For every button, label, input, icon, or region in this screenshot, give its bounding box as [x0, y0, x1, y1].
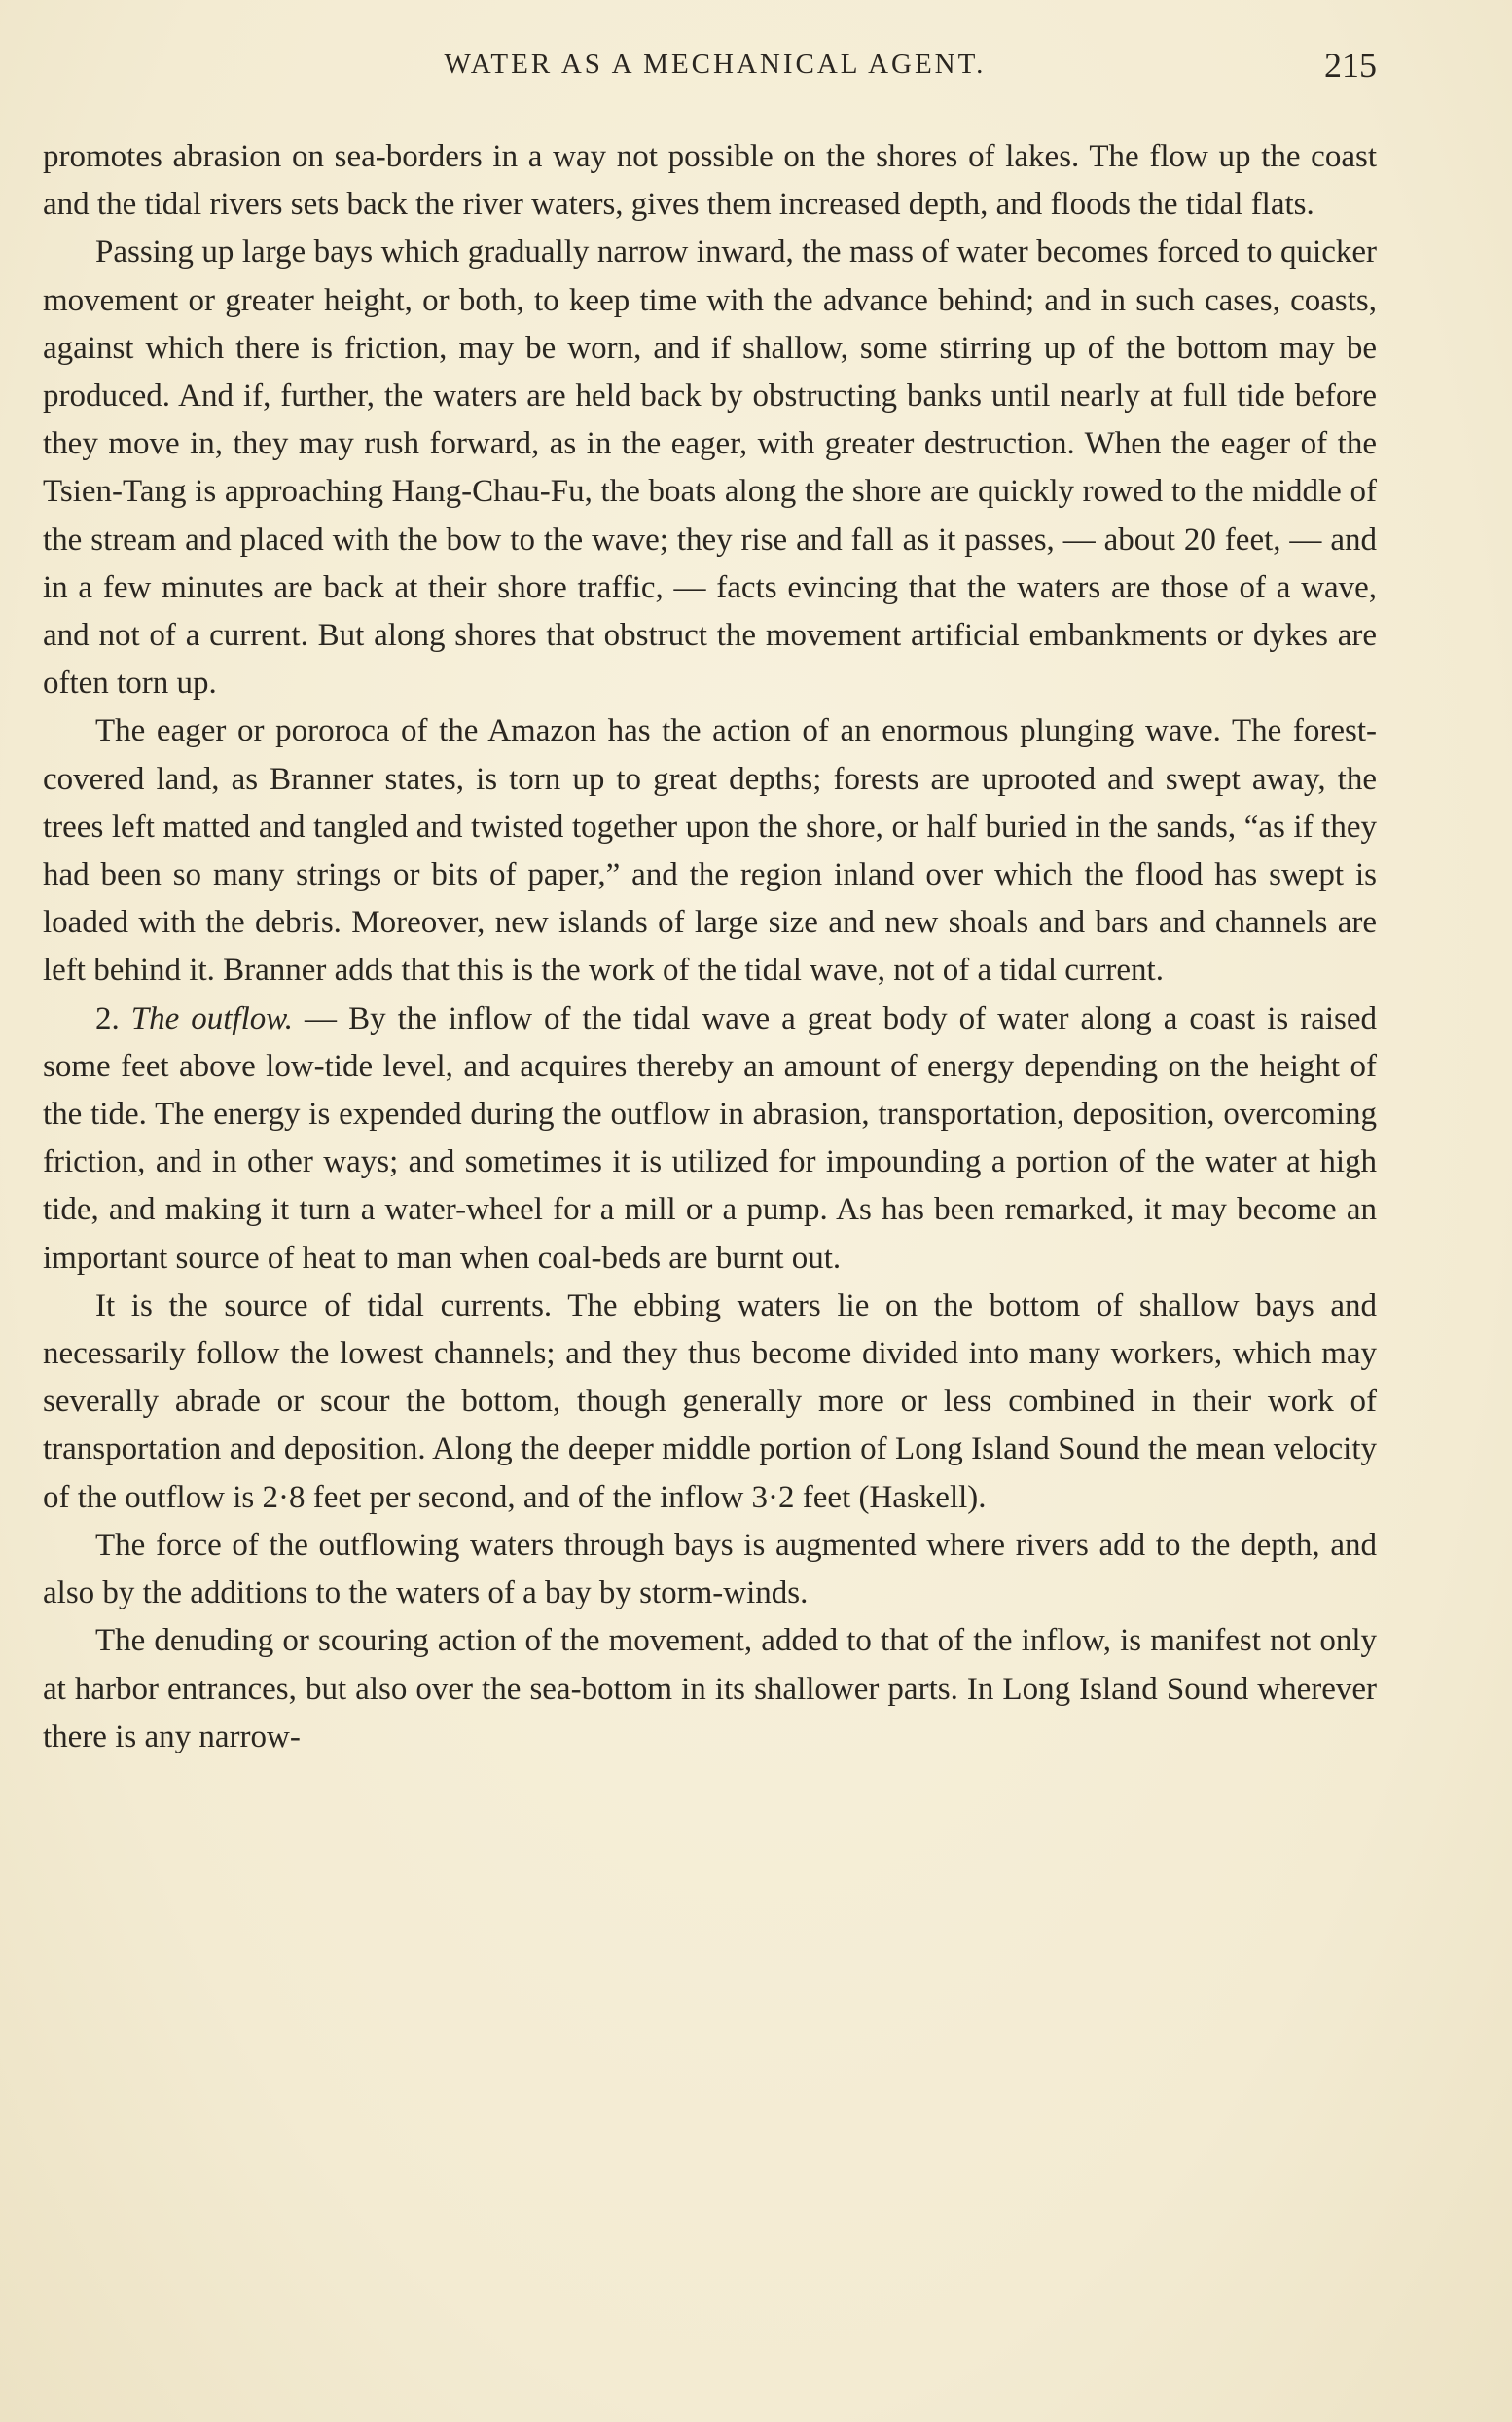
section-dash: — — [293, 1000, 349, 1036]
body-text — [43, 133, 1377, 1761]
section-number: 2. — [95, 1000, 120, 1036]
page-number: 215 — [1324, 46, 1377, 85]
paragraph-3: The eager or pororoca of the Amazon has the action of an enormous plunging wave. The forest-covered land, as Branner states, is torn up to great depths; forests are uprooted and swept away, the trees left matted and tangled and twisted together upon the shore, or half buried in the sands, “as if they had been so many strings or bits of paper,” and the region inland over which the flood has swept is loaded with the debris. Moreover, new islands of large size and new shoals and bars and channels are left behind it. Branner adds that this is the work of the tidal wave, not of a tidal current. — [43, 713, 1377, 989]
running-title: WATER AS A MECHANICAL AGENT. — [444, 49, 987, 80]
section-title: The outflow. — [130, 1000, 294, 1036]
paragraph-4-text: By the inflow of the tidal wave a great body of water along a coast is raised some feet above low-tide level, and acquires thereby an amount of energy depending on the height of the tide. The energy is expended during the outflow in abrasion, transportation, deposition, overcoming friction, and in other ways; and sometimes it is utilized for impounding a portion of the water at high tide, and making it turn a water-wheel for a mill or a pump. As has been remarked, it may become an important source of heat to man when coal-beds are burnt out. — [43, 1000, 1377, 1276]
page-header — [54, 46, 1377, 99]
paragraph-2: Passing up large bays which gradually narrow inward, the mass of water becomes forced to quicker movement or greater height, or both, to keep time with the advance behind; and in such cases, coasts, against which there is friction, may be worn, and if shallow, some stirring up of the bottom may be produced. And if, further, the waters are held back by obstructing banks until nearly at full tide before they move in, they may rush forward, as in the eager, with greater destruction. When the eager of the Tsien-Tang is approaching Hang-Chau-Fu, the boats along the shore are quickly rowed to the middle of the stream and placed with the bow to the wave; they rise and fall as it passes, — about 20 feet, — and in a few minutes are back at their shore traffic, — facts evincing that the waters are those of a wave, and not of a current. But along shores that obstruct the movement artificial embankments or dykes are often torn up. — [43, 235, 1377, 702]
paragraph-1: promotes abrasion on sea-borders in a way not possible on the shores of lakes. The flow up the coast and the tidal rivers sets back the river waters, gives them increased depth, and floods the tidal flats. — [43, 139, 1377, 223]
paragraph-4 — [43, 995, 1377, 1283]
paragraph-7: The denuding or scouring action of the movement, added to that of the inflow, is manifest not only at harbor entrances, but also over the sea-bottom in its shallower parts. In Long Island Sound wherever there is any narrow- — [43, 1623, 1377, 1754]
paragraph-5: It is the source of tidal currents. The ebbing waters lie on the bottom of shallow bays and necessarily follow the lowest channels; and they thus become divided into many workers, which may severally abrade or scour the bottom, though generally more or less combined in their work of transportation and deposition. Along the deeper middle portion of Long Island Sound the mean velocity of the outflow is 2·8 feet per second, and of the inflow 3·2 feet (Haskell). — [43, 1287, 1377, 1515]
paragraph-6: The force of the outflowing waters through bays is augmented where rivers add to the depth, and also by the additions to the waters of a bay by storm-winds. — [43, 1527, 1377, 1611]
